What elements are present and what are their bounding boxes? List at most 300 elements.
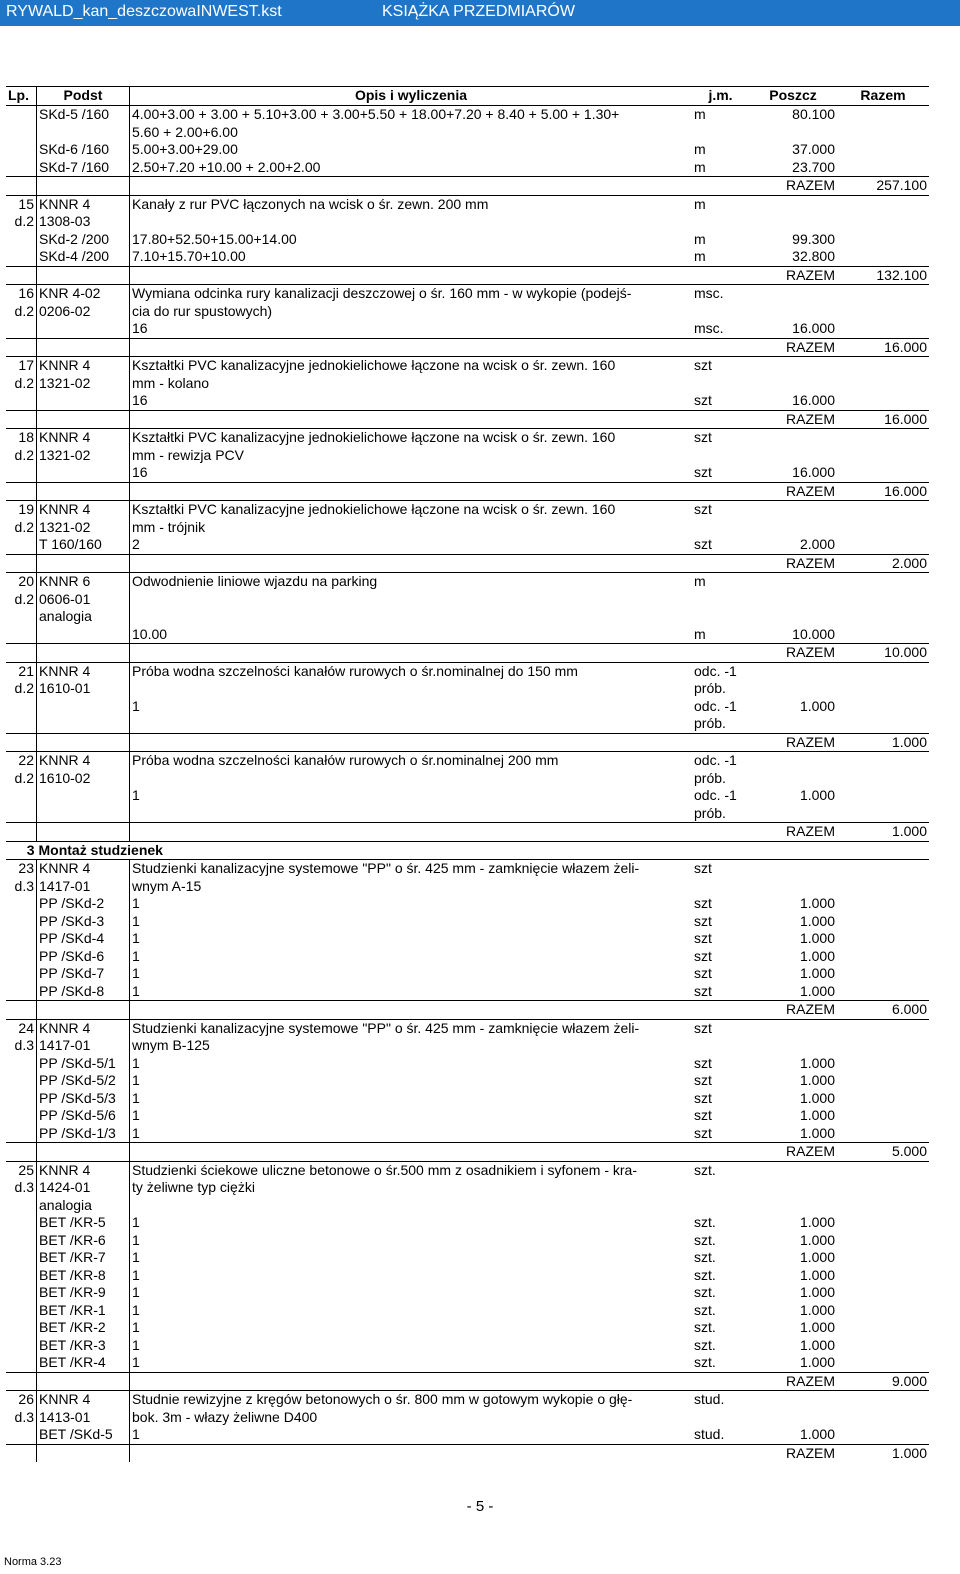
opis-cell: Studnie rewizyjne z kręgów betonowych o śr. 800 mm w gotowym wykopie o głę- <box>130 1391 693 1409</box>
table-row <box>6 948 929 966</box>
lp-cell: d.2 <box>14 518 34 535</box>
opis-cell: cia do rur spustowych) <box>130 303 693 321</box>
jm-cell: odc. -1 <box>692 662 749 680</box>
lp-cell <box>6 1444 37 1462</box>
poszcz-cell <box>749 1161 837 1179</box>
opis-cell: 1 <box>130 1354 693 1372</box>
razem-cell <box>837 1232 929 1250</box>
lp-cell: 24 <box>6 1019 37 1037</box>
podst-cell <box>37 177 130 196</box>
table-row <box>6 913 929 931</box>
razem-cell <box>837 1214 929 1232</box>
poszcz-cell <box>749 1391 837 1409</box>
opis-cell <box>130 410 693 429</box>
poszcz-cell: 1.000 <box>799 1107 835 1123</box>
jm-cell: szt. <box>694 1319 716 1335</box>
razem-cell <box>837 429 929 447</box>
lp-cell <box>6 965 37 983</box>
poszcz-cell: 1.000 <box>799 1054 835 1071</box>
jm-cell: stud. <box>692 1391 749 1409</box>
table-row <box>6 823 929 842</box>
opis-cell: 1 <box>130 1232 693 1250</box>
table-row <box>6 573 929 591</box>
podst-cell: KNNR 4 <box>37 429 130 447</box>
opis-cell <box>130 591 693 609</box>
jm-cell <box>692 303 749 321</box>
jm-cell <box>692 644 749 663</box>
poszcz-cell: 1.000 <box>799 1089 835 1106</box>
podst-cell: BET /KR-7 <box>37 1249 130 1267</box>
lp-cell <box>6 895 37 913</box>
razem-value: 132.100 <box>837 266 929 285</box>
table-row <box>6 1090 929 1108</box>
opis-cell: 4.00+3.00 + 3.00 + 5.10+3.00 + 3.00+5.50 + 18.00+7.20 + 8.40 + 5.00 + 1.30+ <box>130 106 693 124</box>
razem-cell <box>837 1037 929 1055</box>
lp-cell <box>6 948 37 966</box>
razem-label: RAZEM <box>749 266 837 285</box>
razem-cell <box>837 1409 929 1427</box>
podst-cell <box>37 482 130 501</box>
opis-cell: 1 <box>130 1337 693 1355</box>
opis-cell <box>130 177 693 196</box>
poszcz-cell <box>749 878 837 896</box>
razem-cell <box>837 1090 929 1108</box>
poszcz-cell: 16.000 <box>792 392 835 408</box>
poszcz-cell: 1.000 <box>799 895 835 911</box>
poszcz-cell: 23.700 <box>792 158 835 175</box>
podst-cell: KNNR 4 <box>37 357 130 375</box>
table-row <box>6 536 929 554</box>
opis-cell: 1 <box>130 1426 693 1444</box>
lp-cell <box>6 554 37 573</box>
opis-cell: Studzienki kanalizacyjne systemowe "PP" o śr. 425 mm - zamknięcie włazem żeli- <box>130 860 693 878</box>
opis-cell <box>130 644 693 663</box>
window-title-bar <box>0 0 960 26</box>
opis-cell: mm - trójnik <box>130 519 693 537</box>
table-row <box>6 1354 929 1372</box>
table-header-row <box>6 87 929 106</box>
podst-cell: 1417-01 <box>37 878 130 896</box>
razem-cell <box>837 787 929 805</box>
opis-cell: 1 <box>130 698 693 716</box>
jm-cell: prób. <box>694 680 726 696</box>
table-row <box>6 1249 929 1267</box>
table-row <box>6 608 929 626</box>
razem-cell <box>837 159 929 177</box>
razem-cell <box>837 231 929 249</box>
opis-cell <box>130 805 693 823</box>
poszcz-cell <box>749 375 837 393</box>
lp-cell: 17 <box>6 357 37 375</box>
jm-cell <box>692 177 749 196</box>
opis-cell: 16 <box>130 392 693 410</box>
table-row <box>6 1214 929 1232</box>
opis-cell: Studzienki ściekowe uliczne betonowe o śr.500 mm z osadnikiem i syfonem - kra- <box>130 1161 693 1179</box>
table-row <box>6 392 929 410</box>
razem-cell <box>837 965 929 983</box>
razem-cell <box>837 1302 929 1320</box>
lp-cell <box>6 266 37 285</box>
poszcz-cell <box>749 195 837 213</box>
jm-cell: szt <box>694 982 712 999</box>
lp-cell <box>6 1267 37 1285</box>
table-row <box>6 770 929 788</box>
razem-cell <box>837 141 929 159</box>
opis-cell: 1 <box>130 948 693 966</box>
podst-cell: KNNR 4 <box>37 752 130 770</box>
poszcz-cell: 99.300 <box>792 230 835 247</box>
cost-estimate-table <box>6 86 929 1462</box>
lp-cell <box>6 464 37 482</box>
podst-cell <box>37 1143 130 1162</box>
opis-cell: ty żeliwne typ ciężki <box>130 1179 693 1197</box>
razem-cell <box>837 1337 929 1355</box>
lp-cell: d.3 <box>14 1037 34 1053</box>
table-row <box>6 501 929 519</box>
podst-cell: SKd-7 /160 <box>37 159 130 177</box>
lp-cell <box>6 159 37 177</box>
podst-cell: 1413-01 <box>37 1409 130 1427</box>
opis-cell: 2.50+7.20 +10.00 + 2.00+2.00 <box>130 159 693 177</box>
lp-cell: d.2 <box>14 213 34 229</box>
table-row <box>6 303 929 321</box>
jm-cell <box>692 338 749 357</box>
lp-cell: d.3 <box>14 1179 34 1195</box>
col-podst: Podst <box>37 87 130 106</box>
opis-cell <box>130 1143 693 1162</box>
lp-cell <box>6 482 37 501</box>
lp-cell: d.2 <box>14 302 34 319</box>
table-row <box>6 930 929 948</box>
jm-cell: szt. <box>694 1301 716 1318</box>
lp-cell: d.2 <box>14 769 34 786</box>
lp-cell <box>6 1107 37 1125</box>
podst-cell <box>37 266 130 285</box>
jm-cell <box>692 1179 749 1197</box>
razem-cell <box>837 392 929 410</box>
jm-cell <box>692 1143 749 1162</box>
opis-cell <box>130 1372 693 1391</box>
podst-cell <box>37 626 130 644</box>
poszcz-cell <box>749 1019 837 1037</box>
razem-cell <box>837 1072 929 1090</box>
opis-cell: 1 <box>130 1107 693 1125</box>
lp-cell: 26 <box>6 1391 37 1409</box>
opis-cell <box>130 554 693 573</box>
poszcz-cell: 10.000 <box>792 625 835 642</box>
table-row <box>6 895 929 913</box>
podst-cell: 1321-02 <box>37 375 130 393</box>
lp-cell <box>6 1001 37 1020</box>
col-opis: Opis i wyliczenia <box>130 87 693 106</box>
table-row <box>6 213 929 231</box>
opis-cell: 1 <box>130 965 693 983</box>
razem-cell <box>837 948 929 966</box>
poszcz-cell: 1.000 <box>799 1336 835 1353</box>
poszcz-cell <box>749 1409 837 1427</box>
podst-cell: 1424-01 <box>37 1179 130 1197</box>
lp-cell <box>6 1337 37 1355</box>
jm-cell: szt <box>692 860 749 878</box>
podst-cell: 0206-02 <box>37 303 130 321</box>
jm-cell: szt. <box>694 1231 716 1248</box>
razem-label: RAZEM <box>749 410 837 429</box>
jm-cell <box>692 878 749 896</box>
software-version: Norma 3.23 <box>4 1556 62 1568</box>
podst-cell <box>37 1372 130 1391</box>
opis-cell: 1 <box>130 1072 693 1090</box>
razem-cell <box>837 913 929 931</box>
poszcz-cell: 1.000 <box>799 1301 835 1318</box>
jm-cell: szt <box>694 1107 712 1123</box>
podst-cell: PP /SKd-8 <box>37 983 130 1001</box>
opis-cell <box>130 733 693 752</box>
lp-cell <box>6 698 37 716</box>
table-row <box>6 1391 929 1409</box>
opis-cell: Próba wodna szczelności kanałów rurowych o śr.nominalnej 200 mm <box>130 752 693 770</box>
jm-cell <box>692 1444 749 1462</box>
razem-label: RAZEM <box>749 554 837 573</box>
podst-cell: 1610-02 <box>37 770 130 788</box>
opis-cell <box>130 608 693 626</box>
poszcz-cell <box>749 1197 837 1215</box>
razem-cell <box>837 1319 929 1337</box>
opis-cell: Próba wodna szczelności kanałów rurowych o śr.nominalnej do 150 mm <box>130 662 693 680</box>
opis-cell: 1 <box>130 1249 693 1267</box>
razem-cell <box>837 662 929 680</box>
jm-cell <box>692 1037 749 1055</box>
jm-cell: m <box>692 573 749 591</box>
lp-cell <box>6 1125 37 1143</box>
lp-cell <box>6 805 37 823</box>
jm-cell <box>692 124 749 142</box>
jm-cell: szt. <box>694 1354 716 1370</box>
opis-cell: 1 <box>130 930 693 948</box>
table-row <box>6 482 929 501</box>
table-row <box>6 1019 929 1037</box>
table-row <box>6 447 929 465</box>
jm-cell: m <box>694 248 706 264</box>
lp-cell <box>6 1249 37 1267</box>
razem-label: RAZEM <box>749 1444 837 1462</box>
razem-value: 257.100 <box>837 177 929 196</box>
table-row <box>6 965 929 983</box>
opis-cell <box>130 482 693 501</box>
podst-cell: KNNR 6 <box>37 573 130 591</box>
page-number: - 5 - <box>466 1498 494 1515</box>
lp-cell <box>6 930 37 948</box>
razem-cell <box>837 752 929 770</box>
razem-value: 16.000 <box>837 410 929 429</box>
lp-cell <box>6 231 37 249</box>
opis-cell: 1 <box>130 1267 693 1285</box>
poszcz-cell: 1.000 <box>799 982 835 999</box>
podst-cell <box>37 464 130 482</box>
poszcz-cell: 1.000 <box>799 1214 835 1230</box>
poszcz-cell <box>749 680 837 698</box>
razem-value: 6.000 <box>837 1001 929 1020</box>
razem-cell <box>837 303 929 321</box>
razem-cell <box>837 1055 929 1073</box>
jm-cell <box>692 447 749 465</box>
razem-cell <box>837 248 929 266</box>
lp-cell <box>6 1319 37 1337</box>
table-row <box>6 1072 929 1090</box>
razem-cell <box>837 357 929 375</box>
table-row <box>6 195 929 213</box>
razem-value: 1.000 <box>837 823 929 842</box>
poszcz-cell: 1.000 <box>799 1284 835 1300</box>
poszcz-cell: 1.000 <box>799 1231 835 1248</box>
podst-cell: KNNR 4 <box>37 1391 130 1409</box>
podst-cell <box>37 1444 130 1462</box>
opis-cell: 5.60 + 2.00+6.00 <box>130 124 693 142</box>
jm-cell: odc. -1 <box>692 752 749 770</box>
lp-cell <box>6 1302 37 1320</box>
podst-cell: analogia <box>37 608 130 626</box>
poszcz-cell: 80.100 <box>792 106 835 122</box>
razem-cell <box>837 1125 929 1143</box>
table-row <box>6 805 929 823</box>
opis-cell: Odwodnienie liniowe wjazdu na parking <box>130 573 693 591</box>
podst-cell: PP /SKd-5/1 <box>37 1055 130 1073</box>
opis-cell: Wymiana odcinka rury kanalizacji deszczowej o śr. 160 mm - w wykopie (podejś- <box>130 285 693 303</box>
poszcz-cell: 1.000 <box>799 930 835 946</box>
table-row <box>6 1232 929 1250</box>
jm-cell: szt <box>694 1089 712 1106</box>
razem-cell <box>837 805 929 823</box>
table-row <box>6 1444 929 1462</box>
lp-cell: d.2 <box>14 446 34 463</box>
opis-cell <box>130 1444 693 1462</box>
lp-cell <box>6 715 37 733</box>
table-row <box>6 429 929 447</box>
table-row <box>6 519 929 537</box>
jm-cell <box>692 1409 749 1427</box>
razem-label: RAZEM <box>749 1143 837 1162</box>
razem-cell <box>837 930 929 948</box>
lp-cell <box>6 392 37 410</box>
razem-cell <box>837 1391 929 1409</box>
razem-cell <box>837 1426 929 1444</box>
jm-cell <box>692 1197 749 1215</box>
podst-cell: PP /SKd-1/3 <box>37 1125 130 1143</box>
poszcz-cell: 1.000 <box>799 1354 835 1370</box>
jm-cell: m <box>694 141 706 157</box>
opis-cell <box>130 266 693 285</box>
lp-cell <box>6 536 37 554</box>
poszcz-cell <box>749 447 837 465</box>
podst-cell: BET /KR-9 <box>37 1284 130 1302</box>
poszcz-cell <box>749 715 837 733</box>
razem-cell <box>837 1179 929 1197</box>
section-number: 3 <box>6 841 37 860</box>
poszcz-cell: 16.000 <box>792 464 835 480</box>
opis-cell: wnym B-125 <box>130 1037 693 1055</box>
table-row <box>6 1107 929 1125</box>
razem-label: RAZEM <box>749 1001 837 1020</box>
jm-cell: szt <box>694 930 712 946</box>
lp-cell <box>6 1426 37 1444</box>
jm-cell: szt <box>694 1124 712 1141</box>
podst-cell: 1610-01 <box>37 680 130 698</box>
jm-cell <box>692 519 749 537</box>
opis-cell: 7.10+15.70+10.00 <box>130 248 693 266</box>
jm-cell: odc. -1 <box>694 787 737 803</box>
poszcz-cell <box>749 124 837 142</box>
table-row <box>6 644 929 663</box>
col-lp: Lp. <box>6 87 37 106</box>
razem-value: 1.000 <box>837 1444 929 1462</box>
poszcz-cell: 1.000 <box>799 912 835 929</box>
podst-cell: BET /SKd-5 <box>37 1426 130 1444</box>
lp-cell <box>6 1090 37 1108</box>
poszcz-cell <box>749 662 837 680</box>
document-title: KSIĄŻKA PRZEDMIARÓW <box>382 3 575 20</box>
podst-cell: PP /SKd-7 <box>37 965 130 983</box>
jm-cell <box>692 482 749 501</box>
jm-cell: m <box>694 158 706 175</box>
opis-cell: 1 <box>130 1214 693 1232</box>
poszcz-cell: 1.000 <box>799 1124 835 1141</box>
jm-cell: szt <box>694 965 712 981</box>
lp-cell <box>6 1214 37 1232</box>
jm-cell <box>692 591 749 609</box>
jm-cell: szt <box>694 536 712 552</box>
lp-cell <box>6 983 37 1001</box>
razem-cell <box>837 698 929 716</box>
table-row <box>6 1372 929 1391</box>
razem-cell <box>837 983 929 1001</box>
podst-cell: KNNR 4 <box>37 501 130 519</box>
razem-cell <box>837 320 929 338</box>
razem-cell <box>837 124 929 142</box>
razem-label: RAZEM <box>749 338 837 357</box>
poszcz-cell <box>749 591 837 609</box>
poszcz-cell <box>749 303 837 321</box>
jm-cell <box>692 733 749 752</box>
razem-cell <box>837 680 929 698</box>
razem-label: RAZEM <box>749 1372 837 1391</box>
jm-cell <box>692 410 749 429</box>
opis-cell: 1 <box>130 895 693 913</box>
jm-cell <box>692 375 749 393</box>
opis-cell: 1 <box>130 983 693 1001</box>
podst-cell: BET /KR-3 <box>37 1337 130 1355</box>
lp-cell <box>6 608 37 626</box>
podst-cell <box>37 787 130 805</box>
lp-cell <box>6 410 37 429</box>
table-row <box>6 841 929 860</box>
poszcz-cell <box>749 752 837 770</box>
table-row <box>6 231 929 249</box>
razem-label: RAZEM <box>749 644 837 663</box>
razem-cell <box>837 1107 929 1125</box>
jm-cell: szt. <box>694 1249 716 1265</box>
table-row <box>6 715 929 733</box>
table-row <box>6 626 929 644</box>
table-row <box>6 1001 929 1020</box>
podst-cell <box>37 124 130 142</box>
opis-cell: 16 <box>130 464 693 482</box>
jm-cell: prób. <box>694 715 726 731</box>
lp-cell <box>6 823 37 842</box>
opis-cell <box>130 680 693 698</box>
poszcz-cell <box>749 608 837 626</box>
podst-cell: KNNR 4 <box>37 1019 130 1037</box>
lp-cell: 18 <box>6 429 37 447</box>
razem-cell <box>837 1354 929 1372</box>
